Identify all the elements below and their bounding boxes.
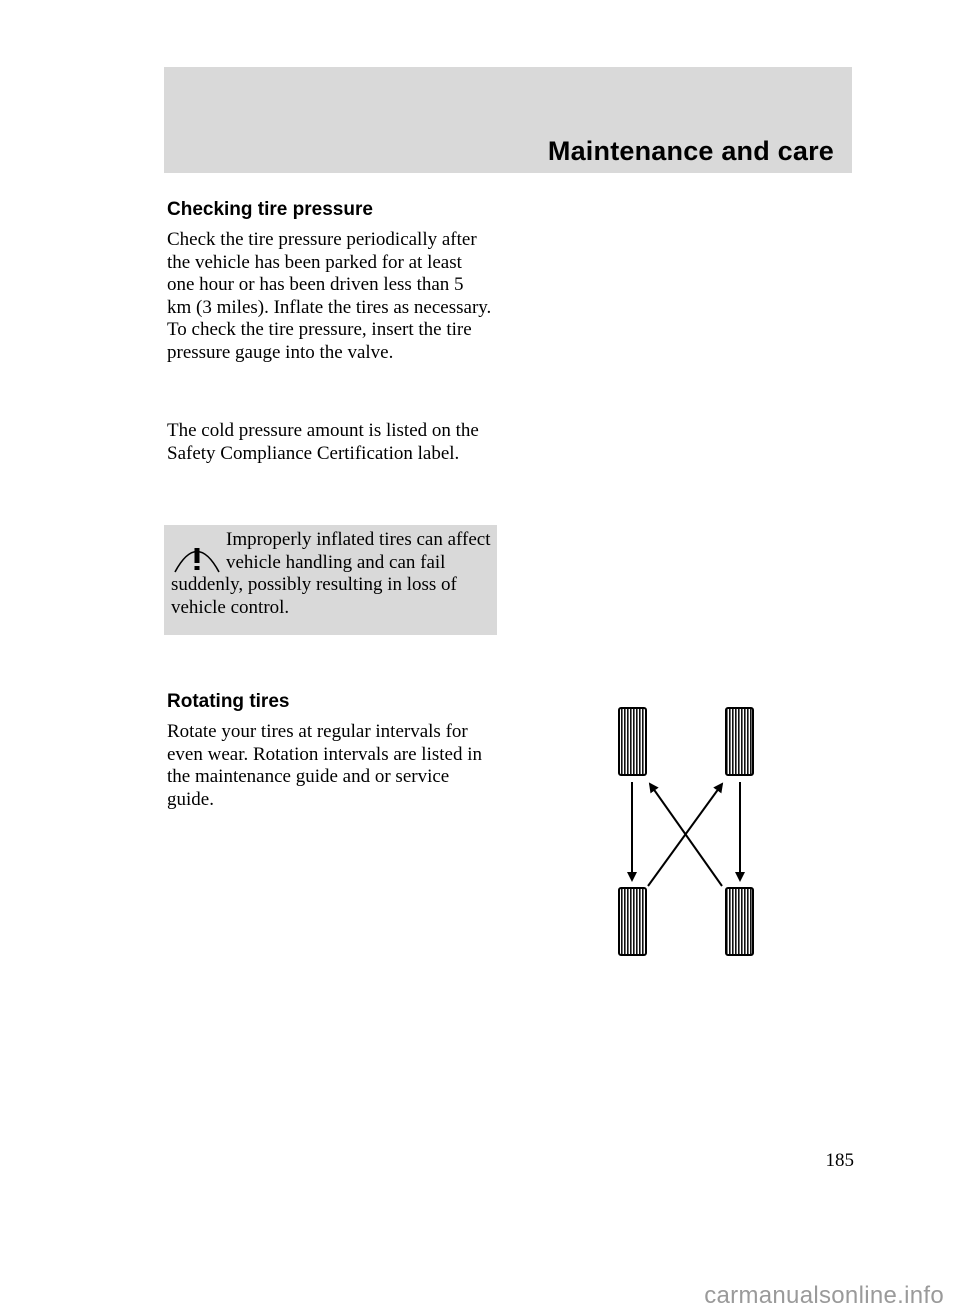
tire-rear-left <box>619 888 646 955</box>
warning-box <box>164 525 497 635</box>
warning-text-block <box>171 529 493 619</box>
page-number: 185 <box>825 1150 854 1171</box>
tire-front-right <box>726 708 753 775</box>
warning-text: Improperly inflated tires can affect vehicle handling and can fail suddenly, possibly resulting in loss of vehicle control. <box>171 529 491 618</box>
page-title: Maintenance and care <box>547 136 834 166</box>
heading-rotating-tires: Rotating tires <box>167 691 290 712</box>
paragraph-tire-pressure-2: The cold pressure amount is listed on the Safety Compliance Certification label. <box>167 420 479 464</box>
heading-checking-tire-pressure: Checking tire pressure <box>167 199 373 220</box>
tire-front-left <box>619 708 646 775</box>
watermark-link[interactable]: carmanualsonline.info <box>704 1282 944 1309</box>
header-band <box>164 67 852 173</box>
tire-rear-right <box>726 888 753 955</box>
tire-rotation-diagram-icon <box>600 700 770 965</box>
paragraph-rotating-tires: Rotate your tires at regular intervals for even wear. Rotation intervals are listed in the maintenance guide and or service guide. <box>167 721 482 810</box>
paragraph-tire-pressure-1: Check the tire pressure periodically after the vehicle has been parked for at least one hour or has been driven less than 5 km (3 miles). Inflate the tires as necessary. To check the tire pressure, insert the tire pressure gauge into the valve. <box>167 229 492 363</box>
